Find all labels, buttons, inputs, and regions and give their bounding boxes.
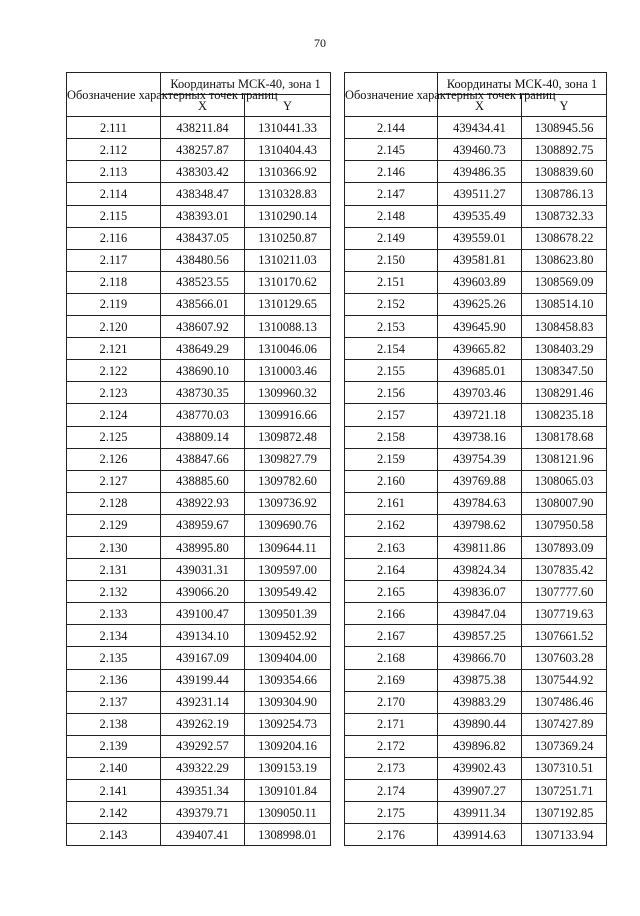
table-row xyxy=(345,514,607,536)
table-row xyxy=(345,780,607,802)
y-coordinate-cell: 1310441.33 xyxy=(245,117,331,139)
y-coordinate-cell: 1310088.13 xyxy=(245,316,331,338)
y-coordinate-cell: 1307603.28 xyxy=(522,647,607,669)
x-coordinate-cell: 439703.46 xyxy=(438,382,522,404)
x-coordinate-cell: 439911.34 xyxy=(438,802,522,824)
table-row xyxy=(345,581,607,603)
y-coordinate-cell: 1310250.87 xyxy=(245,227,331,249)
x-coordinate-cell: 439581.81 xyxy=(438,249,522,271)
y-coordinate-cell: 1309782.60 xyxy=(245,470,331,492)
table-row xyxy=(67,559,331,581)
x-coordinate-cell: 439351.34 xyxy=(161,780,245,802)
table-row xyxy=(67,448,331,470)
point-id-cell: 2.159 xyxy=(345,448,438,470)
table-row xyxy=(67,802,331,824)
header-coordinates: Координаты МСК-40, зона 1 xyxy=(161,73,331,95)
table-row xyxy=(345,470,607,492)
x-coordinate-cell: 439769.88 xyxy=(438,470,522,492)
point-id-cell: 2.132 xyxy=(67,581,161,603)
table-row xyxy=(67,647,331,669)
x-coordinate-cell: 438847.66 xyxy=(161,448,245,470)
table-row xyxy=(67,426,331,448)
x-coordinate-cell: 439625.26 xyxy=(438,293,522,315)
table-row xyxy=(345,338,607,360)
header-x: X xyxy=(438,95,522,117)
y-coordinate-cell: 1309736.92 xyxy=(245,492,331,514)
y-coordinate-cell: 1307893.09 xyxy=(522,536,607,558)
table-row xyxy=(345,139,607,161)
coordinates-table-right xyxy=(344,72,607,846)
point-id-cell: 2.158 xyxy=(345,426,438,448)
x-coordinate-cell: 439866.70 xyxy=(438,647,522,669)
table-row xyxy=(67,161,331,183)
point-id-cell: 2.169 xyxy=(345,669,438,691)
y-coordinate-cell: 1309916.66 xyxy=(245,404,331,426)
x-coordinate-cell: 439066.20 xyxy=(161,581,245,603)
x-coordinate-cell: 438995.80 xyxy=(161,536,245,558)
x-coordinate-cell: 439847.04 xyxy=(438,603,522,625)
table-row xyxy=(67,581,331,603)
table-row xyxy=(67,625,331,647)
x-coordinate-cell: 439199.44 xyxy=(161,669,245,691)
table-row xyxy=(345,669,607,691)
y-coordinate-cell: 1308945.56 xyxy=(522,117,607,139)
y-coordinate-cell: 1309872.48 xyxy=(245,426,331,448)
x-coordinate-cell: 439738.16 xyxy=(438,426,522,448)
x-coordinate-cell: 438393.01 xyxy=(161,205,245,227)
point-id-cell: 2.152 xyxy=(345,293,438,315)
x-coordinate-cell: 439824.34 xyxy=(438,559,522,581)
x-coordinate-cell: 439645.90 xyxy=(438,316,522,338)
point-id-cell: 2.174 xyxy=(345,780,438,802)
y-coordinate-cell: 1308732.33 xyxy=(522,205,607,227)
y-coordinate-cell: 1308347.50 xyxy=(522,360,607,382)
y-coordinate-cell: 1307427.89 xyxy=(522,713,607,735)
point-id-cell: 2.123 xyxy=(67,382,161,404)
table-row xyxy=(345,360,607,382)
table-row xyxy=(345,426,607,448)
point-id-cell: 2.163 xyxy=(345,536,438,558)
table-row xyxy=(67,470,331,492)
table-row xyxy=(345,316,607,338)
x-coordinate-cell: 439100.47 xyxy=(161,603,245,625)
table-row xyxy=(67,227,331,249)
point-id-cell: 2.153 xyxy=(345,316,438,338)
y-coordinate-cell: 1308623.80 xyxy=(522,249,607,271)
table-row xyxy=(67,316,331,338)
point-id-cell: 2.127 xyxy=(67,470,161,492)
table-row xyxy=(67,293,331,315)
point-id-cell: 2.119 xyxy=(67,293,161,315)
y-coordinate-cell: 1310003.46 xyxy=(245,360,331,382)
x-coordinate-cell: 438770.03 xyxy=(161,404,245,426)
point-id-cell: 2.113 xyxy=(67,161,161,183)
x-coordinate-cell: 438885.60 xyxy=(161,470,245,492)
point-id-cell: 2.122 xyxy=(67,360,161,382)
y-coordinate-cell: 1309597.00 xyxy=(245,559,331,581)
table-row xyxy=(345,691,607,713)
table-row xyxy=(67,404,331,426)
y-coordinate-cell: 1310129.65 xyxy=(245,293,331,315)
y-coordinate-cell: 1307661.52 xyxy=(522,625,607,647)
x-coordinate-cell: 438607.92 xyxy=(161,316,245,338)
table-row xyxy=(345,205,607,227)
y-coordinate-cell: 1308569.09 xyxy=(522,271,607,293)
y-coordinate-cell: 1307835.42 xyxy=(522,559,607,581)
point-id-cell: 2.151 xyxy=(345,271,438,293)
y-coordinate-cell: 1308235.18 xyxy=(522,404,607,426)
point-id-cell: 2.136 xyxy=(67,669,161,691)
x-coordinate-cell: 439559.01 xyxy=(438,227,522,249)
point-id-cell: 2.139 xyxy=(67,735,161,757)
table-row xyxy=(345,117,607,139)
x-coordinate-cell: 438690.10 xyxy=(161,360,245,382)
x-coordinate-cell: 439134.10 xyxy=(161,625,245,647)
point-id-cell: 2.144 xyxy=(345,117,438,139)
x-coordinate-cell: 439857.25 xyxy=(438,625,522,647)
x-coordinate-cell: 439603.89 xyxy=(438,271,522,293)
x-coordinate-cell: 439434.41 xyxy=(438,117,522,139)
point-id-cell: 2.168 xyxy=(345,647,438,669)
table-row xyxy=(67,249,331,271)
point-id-cell: 2.126 xyxy=(67,448,161,470)
point-id-cell: 2.117 xyxy=(67,249,161,271)
y-coordinate-cell: 1308065.03 xyxy=(522,470,607,492)
x-coordinate-cell: 439685.01 xyxy=(438,360,522,382)
page-number: 70 xyxy=(314,36,326,50)
x-coordinate-cell: 439754.39 xyxy=(438,448,522,470)
table-row xyxy=(67,536,331,558)
x-coordinate-cell: 439292.57 xyxy=(161,735,245,757)
y-coordinate-cell: 1309452.92 xyxy=(245,625,331,647)
header-designation: Обозначение характерных точек границ xyxy=(345,73,438,117)
x-coordinate-cell: 439511.27 xyxy=(438,183,522,205)
point-id-cell: 2.114 xyxy=(67,183,161,205)
y-coordinate-cell: 1309404.00 xyxy=(245,647,331,669)
point-id-cell: 2.172 xyxy=(345,735,438,757)
point-id-cell: 2.142 xyxy=(67,802,161,824)
y-coordinate-cell: 1310046.06 xyxy=(245,338,331,360)
point-id-cell: 2.150 xyxy=(345,249,438,271)
header-designation: Обозначение характерных точек границ xyxy=(67,73,161,117)
x-coordinate-cell: 438649.29 xyxy=(161,338,245,360)
point-id-cell: 2.143 xyxy=(67,824,161,846)
table-row xyxy=(67,338,331,360)
y-coordinate-cell: 1309960.32 xyxy=(245,382,331,404)
point-id-cell: 2.145 xyxy=(345,139,438,161)
x-coordinate-cell: 439262.19 xyxy=(161,713,245,735)
header-coordinates: Координаты МСК-40, зона 1 xyxy=(438,73,607,95)
point-id-cell: 2.149 xyxy=(345,227,438,249)
point-id-cell: 2.147 xyxy=(345,183,438,205)
y-coordinate-cell: 1307310.51 xyxy=(522,757,607,779)
point-id-cell: 2.146 xyxy=(345,161,438,183)
point-id-cell: 2.128 xyxy=(67,492,161,514)
x-coordinate-cell: 439167.09 xyxy=(161,647,245,669)
point-id-cell: 2.175 xyxy=(345,802,438,824)
x-coordinate-cell: 439896.82 xyxy=(438,735,522,757)
point-id-cell: 2.116 xyxy=(67,227,161,249)
point-id-cell: 2.137 xyxy=(67,691,161,713)
point-id-cell: 2.154 xyxy=(345,338,438,360)
y-coordinate-cell: 1309827.79 xyxy=(245,448,331,470)
y-coordinate-cell: 1307486.46 xyxy=(522,691,607,713)
point-id-cell: 2.156 xyxy=(345,382,438,404)
table-row xyxy=(345,757,607,779)
table-row xyxy=(345,492,607,514)
y-coordinate-cell: 1308121.96 xyxy=(522,448,607,470)
x-coordinate-cell: 439784.63 xyxy=(438,492,522,514)
table-row xyxy=(67,691,331,713)
x-coordinate-cell: 439379.71 xyxy=(161,802,245,824)
y-coordinate-cell: 1308178.68 xyxy=(522,426,607,448)
y-coordinate-cell: 1309644.11 xyxy=(245,536,331,558)
y-coordinate-cell: 1310328.83 xyxy=(245,183,331,205)
point-id-cell: 2.162 xyxy=(345,514,438,536)
point-id-cell: 2.133 xyxy=(67,603,161,625)
y-coordinate-cell: 1309050.11 xyxy=(245,802,331,824)
point-id-cell: 2.129 xyxy=(67,514,161,536)
y-coordinate-cell: 1308291.46 xyxy=(522,382,607,404)
y-coordinate-cell: 1310170.62 xyxy=(245,271,331,293)
table-row xyxy=(345,249,607,271)
y-coordinate-cell: 1308892.75 xyxy=(522,139,607,161)
y-coordinate-cell: 1309690.76 xyxy=(245,514,331,536)
x-coordinate-cell: 438348.47 xyxy=(161,183,245,205)
x-coordinate-cell: 438437.05 xyxy=(161,227,245,249)
table-row xyxy=(67,713,331,735)
table-row xyxy=(67,780,331,802)
y-coordinate-cell: 1307544.92 xyxy=(522,669,607,691)
point-id-cell: 2.165 xyxy=(345,581,438,603)
x-coordinate-cell: 438480.56 xyxy=(161,249,245,271)
x-coordinate-cell: 438730.35 xyxy=(161,382,245,404)
header-y: Y xyxy=(522,95,607,117)
x-coordinate-cell: 439907.27 xyxy=(438,780,522,802)
point-id-cell: 2.148 xyxy=(345,205,438,227)
point-id-cell: 2.121 xyxy=(67,338,161,360)
y-coordinate-cell: 1308839.60 xyxy=(522,161,607,183)
table-row xyxy=(67,603,331,625)
table-row xyxy=(345,559,607,581)
x-coordinate-cell: 439914.63 xyxy=(438,824,522,846)
y-coordinate-cell: 1309204.16 xyxy=(245,735,331,757)
x-coordinate-cell: 438303.42 xyxy=(161,161,245,183)
table-row xyxy=(67,757,331,779)
y-coordinate-cell: 1308998.01 xyxy=(245,824,331,846)
table-row xyxy=(67,824,331,846)
point-id-cell: 2.141 xyxy=(67,780,161,802)
x-coordinate-cell: 439031.31 xyxy=(161,559,245,581)
x-coordinate-cell: 439798.62 xyxy=(438,514,522,536)
x-coordinate-cell: 438922.93 xyxy=(161,492,245,514)
header-x: X xyxy=(161,95,245,117)
table-row xyxy=(345,647,607,669)
y-coordinate-cell: 1309549.42 xyxy=(245,581,331,603)
table-row xyxy=(345,183,607,205)
point-id-cell: 2.170 xyxy=(345,691,438,713)
table-row xyxy=(345,824,607,846)
point-id-cell: 2.161 xyxy=(345,492,438,514)
table-row xyxy=(345,404,607,426)
y-coordinate-cell: 1310211.03 xyxy=(245,249,331,271)
y-coordinate-cell: 1308403.29 xyxy=(522,338,607,360)
y-coordinate-cell: 1310290.14 xyxy=(245,205,331,227)
point-id-cell: 2.171 xyxy=(345,713,438,735)
x-coordinate-cell: 439811.86 xyxy=(438,536,522,558)
table-row xyxy=(67,669,331,691)
y-coordinate-cell: 1308458.83 xyxy=(522,316,607,338)
point-id-cell: 2.111 xyxy=(67,117,161,139)
y-coordinate-cell: 1310366.92 xyxy=(245,161,331,183)
point-id-cell: 2.112 xyxy=(67,139,161,161)
point-id-cell: 2.155 xyxy=(345,360,438,382)
x-coordinate-cell: 439407.41 xyxy=(161,824,245,846)
table-row xyxy=(67,183,331,205)
y-coordinate-cell: 1307777.60 xyxy=(522,581,607,603)
point-id-cell: 2.166 xyxy=(345,603,438,625)
y-coordinate-cell: 1309153.19 xyxy=(245,757,331,779)
table-row xyxy=(345,536,607,558)
point-id-cell: 2.130 xyxy=(67,536,161,558)
table-row xyxy=(345,161,607,183)
table-row xyxy=(67,492,331,514)
y-coordinate-cell: 1309354.66 xyxy=(245,669,331,691)
point-id-cell: 2.140 xyxy=(67,757,161,779)
y-coordinate-cell: 1308007.90 xyxy=(522,492,607,514)
point-id-cell: 2.167 xyxy=(345,625,438,647)
point-id-cell: 2.138 xyxy=(67,713,161,735)
table-row xyxy=(67,271,331,293)
table-row xyxy=(67,360,331,382)
point-id-cell: 2.120 xyxy=(67,316,161,338)
table-row xyxy=(67,514,331,536)
x-coordinate-cell: 439902.43 xyxy=(438,757,522,779)
x-coordinate-cell: 439460.73 xyxy=(438,139,522,161)
point-id-cell: 2.173 xyxy=(345,757,438,779)
y-coordinate-cell: 1308678.22 xyxy=(522,227,607,249)
table-row xyxy=(345,625,607,647)
table-row xyxy=(345,227,607,249)
table-row xyxy=(345,448,607,470)
x-coordinate-cell: 438523.55 xyxy=(161,271,245,293)
y-coordinate-cell: 1309501.39 xyxy=(245,603,331,625)
point-id-cell: 2.131 xyxy=(67,559,161,581)
y-coordinate-cell: 1307719.63 xyxy=(522,603,607,625)
x-coordinate-cell: 439535.49 xyxy=(438,205,522,227)
table-row xyxy=(345,271,607,293)
x-coordinate-cell: 439890.44 xyxy=(438,713,522,735)
table-row xyxy=(345,603,607,625)
point-id-cell: 2.125 xyxy=(67,426,161,448)
table-row xyxy=(67,205,331,227)
point-id-cell: 2.115 xyxy=(67,205,161,227)
point-id-cell: 2.118 xyxy=(67,271,161,293)
table-row xyxy=(67,139,331,161)
header-y: Y xyxy=(245,95,331,117)
x-coordinate-cell: 439486.35 xyxy=(438,161,522,183)
coordinates-table-left xyxy=(66,72,331,846)
x-coordinate-cell: 439721.18 xyxy=(438,404,522,426)
y-coordinate-cell: 1307369.24 xyxy=(522,735,607,757)
x-coordinate-cell: 438211.84 xyxy=(161,117,245,139)
y-coordinate-cell: 1307192.85 xyxy=(522,802,607,824)
table-row xyxy=(67,382,331,404)
point-id-cell: 2.176 xyxy=(345,824,438,846)
table-row xyxy=(67,735,331,757)
x-coordinate-cell: 439836.07 xyxy=(438,581,522,603)
point-id-cell: 2.124 xyxy=(67,404,161,426)
y-coordinate-cell: 1309101.84 xyxy=(245,780,331,802)
x-coordinate-cell: 438566.01 xyxy=(161,293,245,315)
y-coordinate-cell: 1309304.90 xyxy=(245,691,331,713)
y-coordinate-cell: 1307251.71 xyxy=(522,780,607,802)
table-row xyxy=(345,713,607,735)
table-row xyxy=(345,382,607,404)
point-id-cell: 2.160 xyxy=(345,470,438,492)
point-id-cell: 2.164 xyxy=(345,559,438,581)
y-coordinate-cell: 1307133.94 xyxy=(522,824,607,846)
y-coordinate-cell: 1308786.13 xyxy=(522,183,607,205)
x-coordinate-cell: 438959.67 xyxy=(161,514,245,536)
x-coordinate-cell: 439231.14 xyxy=(161,691,245,713)
table-row xyxy=(345,293,607,315)
y-coordinate-cell: 1307950.58 xyxy=(522,514,607,536)
x-coordinate-cell: 439322.29 xyxy=(161,757,245,779)
x-coordinate-cell: 439875.38 xyxy=(438,669,522,691)
x-coordinate-cell: 438809.14 xyxy=(161,426,245,448)
table-row xyxy=(345,735,607,757)
x-coordinate-cell: 439665.82 xyxy=(438,338,522,360)
y-coordinate-cell: 1310404.43 xyxy=(245,139,331,161)
y-coordinate-cell: 1308514.10 xyxy=(522,293,607,315)
point-id-cell: 2.134 xyxy=(67,625,161,647)
x-coordinate-cell: 438257.87 xyxy=(161,139,245,161)
table-row xyxy=(345,802,607,824)
point-id-cell: 2.135 xyxy=(67,647,161,669)
x-coordinate-cell: 439883.29 xyxy=(438,691,522,713)
y-coordinate-cell: 1309254.73 xyxy=(245,713,331,735)
point-id-cell: 2.157 xyxy=(345,404,438,426)
table-row xyxy=(67,117,331,139)
